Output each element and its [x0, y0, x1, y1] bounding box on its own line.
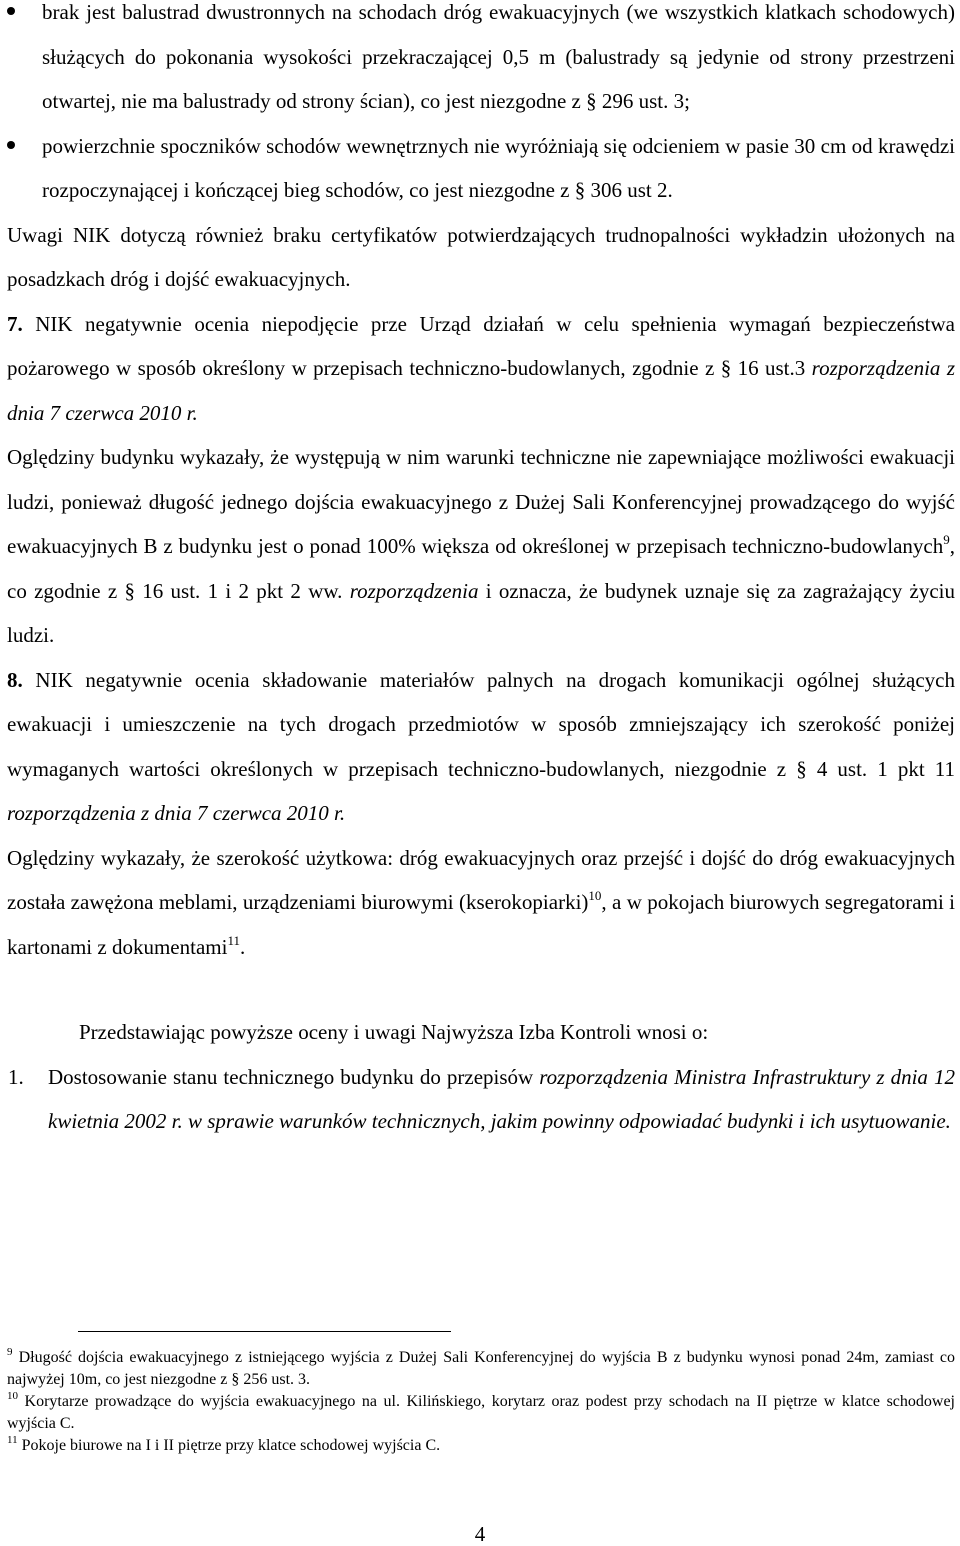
paragraph-ogledziny-1: [7, 435, 955, 658]
paragraph-point-8: [7, 658, 955, 836]
footnote: [7, 1391, 955, 1435]
bullet-icon: [7, 7, 15, 15]
footnote-ref[interactable]: 11: [227, 932, 240, 948]
paragraph-ogledziny-2: [7, 836, 955, 970]
recommendation-item: [7, 1055, 955, 1144]
footnote-ref[interactable]: 9: [943, 532, 950, 547]
footnote-number: 9: [7, 1346, 13, 1358]
regulation-reference: rozporządzenia z dnia 7 czerwca 2010 r.: [7, 801, 346, 825]
regulation-reference: rozporządzenia: [349, 578, 479, 603]
footnote-number: 10: [7, 1390, 18, 1402]
page-number: 4: [474, 1522, 486, 1546]
document-page: [7, 0, 955, 1144]
bullet-item: [7, 124, 955, 213]
footnote-text: Długość dojścia ewakuacyjnego z istniejącego wyjścia z Dużej Sali Konferencyjnej do wyjścia B z budynku wynosi ponad 24m, zamiast co najwyżej 10m, co jest niezgodne z § 256 ust. 3.: [7, 1349, 955, 1388]
paragraph-text: , co zgodnie z § 16 ust. 1 i 2 pkt 2 ww.: [7, 534, 955, 603]
footnote-number: 11: [7, 1434, 18, 1446]
bullet-text: brak jest balustrad dwustronnych na schodach dróg ewakuacyjnych (we wszystkich klatkach schodowych) służących do pokonania wysokości przekraczającej 0,5 m (balustrady są jedynie od strony przestrzeni otwartej, nie ma balustrady od strony ścian), co jest niezgodne z § 296 ust. 3;: [42, 0, 955, 113]
regulation-reference: rozporządzenia z dnia 7 czerwca 2010 r.: [7, 356, 955, 425]
bullet-icon: [7, 141, 15, 149]
footnote-ref[interactable]: 10: [588, 888, 602, 903]
paragraph-text: Oględziny wykazały, że szerokość użytkowa: dróg ewakuacyjnych oraz przejść i dojść do dróg ewakuacyjnych została zawężona meblami, urządzeniami biurowymi (kserokopiarki): [7, 845, 955, 914]
footnote: [7, 1435, 955, 1457]
point-number: 8.: [7, 667, 23, 692]
recommendation-plain: Dostosowanie stanu technicznego budynku do przepisów: [48, 1064, 540, 1089]
paragraph-point-7: [7, 302, 955, 436]
point-number: 7.: [7, 311, 23, 336]
paragraph-uwagi: Uwagi NIK dotyczą również braku certyfikatów potwierdzających trudnopalności wykładzin ułożonych na posadzkach dróg i dojść ewakuacyjnych.: [7, 222, 955, 291]
conclusions-intro: Przedstawiając powyższe oceny i uwagi Najwyższa Izba Kontroli wnosi o:: [79, 1020, 709, 1044]
paragraph-text: .: [239, 934, 246, 959]
paragraph-text: , a w pokojach biurowych segregatorami i kartonami z dokumentami: [7, 890, 955, 959]
regulation-reference: rozporządzenia Ministra Infrastruktury z dnia 12 kwietnia 2002 r. w sprawie warunków technicznych, jakim powinny odpowiadać budynki i ich usytuowanie.: [48, 1064, 955, 1133]
recommendation-number: 1.: [8, 1064, 24, 1089]
footnotes: [7, 1347, 955, 1457]
footnote-text: Pokoje biurowe na I i II piętrze przy klatce schodowej wyjścia C.: [17, 1437, 441, 1454]
footnote-separator: [78, 1331, 451, 1332]
bullet-item: [7, 0, 955, 124]
footnote: [7, 1347, 955, 1391]
point-text: NIK negatywnie ocenia niepodjęcie prze Urząd działań w celu spełnienia wymagań bezpieczeństwa pożarowego w sposób określony w przepisach techniczno-budowlanych, zgodnie z § 16 ust.3: [7, 311, 955, 380]
paragraph-text: i oznacza, że budynek uznaje się za zagrażający życiu ludzi.: [7, 578, 955, 647]
point-text: NIK negatywnie ocenia składowanie materiałów palnych na drogach komunikacji ogólnej służących ewakuacji i umieszczenie na tych drogach przedmiotów w sposób zmniejszający ich szerokość poniżej wymaganych wartości określonych w przepisach techniczno-budowlanych, niezgodnie z § 4 ust. 1 pkt 11: [7, 667, 955, 781]
footnote-text: Korytarze prowadzące do wyjścia ewakuacyjnego na ul. Kilińskiego, korytarz oraz podest przy schodach na II piętrze w klatce schodowej wyjścia C.: [7, 1393, 955, 1432]
recommendation-text: [48, 1055, 955, 1144]
bullet-text: powierzchnie spoczników schodów wewnętrznych nie wyróżniają się odcieniem w pasie 30 cm od krawędzi rozpoczynającej i kończącej bieg schodów, co jest niezgodne z § 306 ust 2.: [42, 133, 955, 202]
paragraph-text: Oględziny budynku wykazały, że występują w nim warunki techniczne nie zapewniające możliwości ewakuacji ludzi, ponieważ długość jednego dojścia ewakuacyjnego z Dużej Sali Konferencyjnej prowadzącego do wyjść ewakuacyjnych B z budynku jest o ponad 100% większa od określonej w przepisach techniczno-budowlanych: [7, 445, 955, 558]
